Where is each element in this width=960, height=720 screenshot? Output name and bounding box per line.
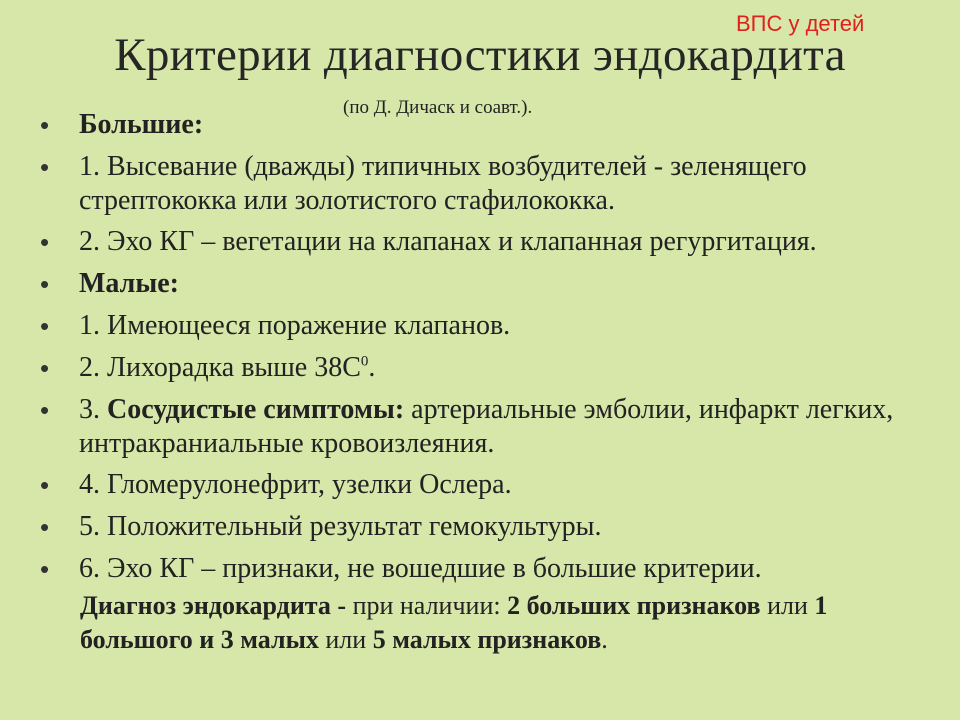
criteria-list [40, 108, 930, 594]
degree-superscript: 0 [360, 353, 369, 370]
minor-criterion-3: 3. Сосудистые симптомы: артериальные эмболии, инфаркт легких, интракраниальные кровоизлеяния. [79, 394, 894, 459]
minor-criterion-6: 6. Эхо КГ – признаки, не вошедшие в большие критерии. [79, 553, 762, 584]
list-item-minor-3 [40, 393, 930, 461]
bullet-icon: • [40, 269, 50, 299]
bullet-icon: • [40, 110, 50, 140]
vascular-symptoms-label: Сосудистые симптомы: [107, 394, 405, 425]
bullet-icon: • [40, 227, 50, 257]
list-item-major-heading [40, 108, 930, 142]
minor-criterion-5: 5. Положительный результат гемокультуры. [79, 511, 602, 542]
bullet-icon: • [40, 512, 50, 542]
minor-heading: Малые: [79, 268, 179, 299]
slide-subtitle: (по Д. Дичаск и соавт.). [343, 97, 533, 118]
list-item-minor-heading [40, 267, 930, 301]
bullet-icon: • [40, 152, 50, 182]
minor-criterion-4: 4. Гломерулонефрит, узелки Ослера. [79, 469, 512, 500]
bullet-icon: • [40, 554, 50, 584]
major-criterion-1: 1. Высевание (дважды) типичных возбудителей - зеленящего стрептококка или золотистого стафилококка. [79, 151, 807, 216]
bullet-icon: • [40, 395, 50, 425]
list-item-minor-5 [40, 510, 930, 544]
list-item-minor-4 [40, 468, 930, 502]
list-item-minor-6 [40, 552, 930, 586]
slide-title: Критерии диагностики эндокардита [114, 29, 846, 81]
minor-criterion-1: 1. Имеющееся поражение клапанов. [79, 310, 511, 341]
list-item-major-1 [40, 150, 930, 218]
bullet-icon: • [40, 311, 50, 341]
list-item-minor-2 [40, 351, 930, 385]
bullet-icon: • [40, 470, 50, 500]
list-item-major-2 [40, 225, 930, 259]
minor-criterion-2: 2. Лихорадка выше $38С^0$. [79, 352, 376, 383]
topic-tag: ВПС у детей [736, 11, 865, 36]
major-criterion-2: 2. Эхо КГ – вегетации на клапанах и клапанная регургитация. [79, 226, 817, 257]
diagnosis-conclusion: Диагноз эндокардита - при наличии: 2 больших признаков или 1 большого и 3 малых или 5 малых признаков. [80, 591, 828, 654]
major-heading: Большие: [79, 109, 204, 140]
bullet-icon: • [40, 353, 50, 383]
list-item-minor-1 [40, 309, 930, 343]
